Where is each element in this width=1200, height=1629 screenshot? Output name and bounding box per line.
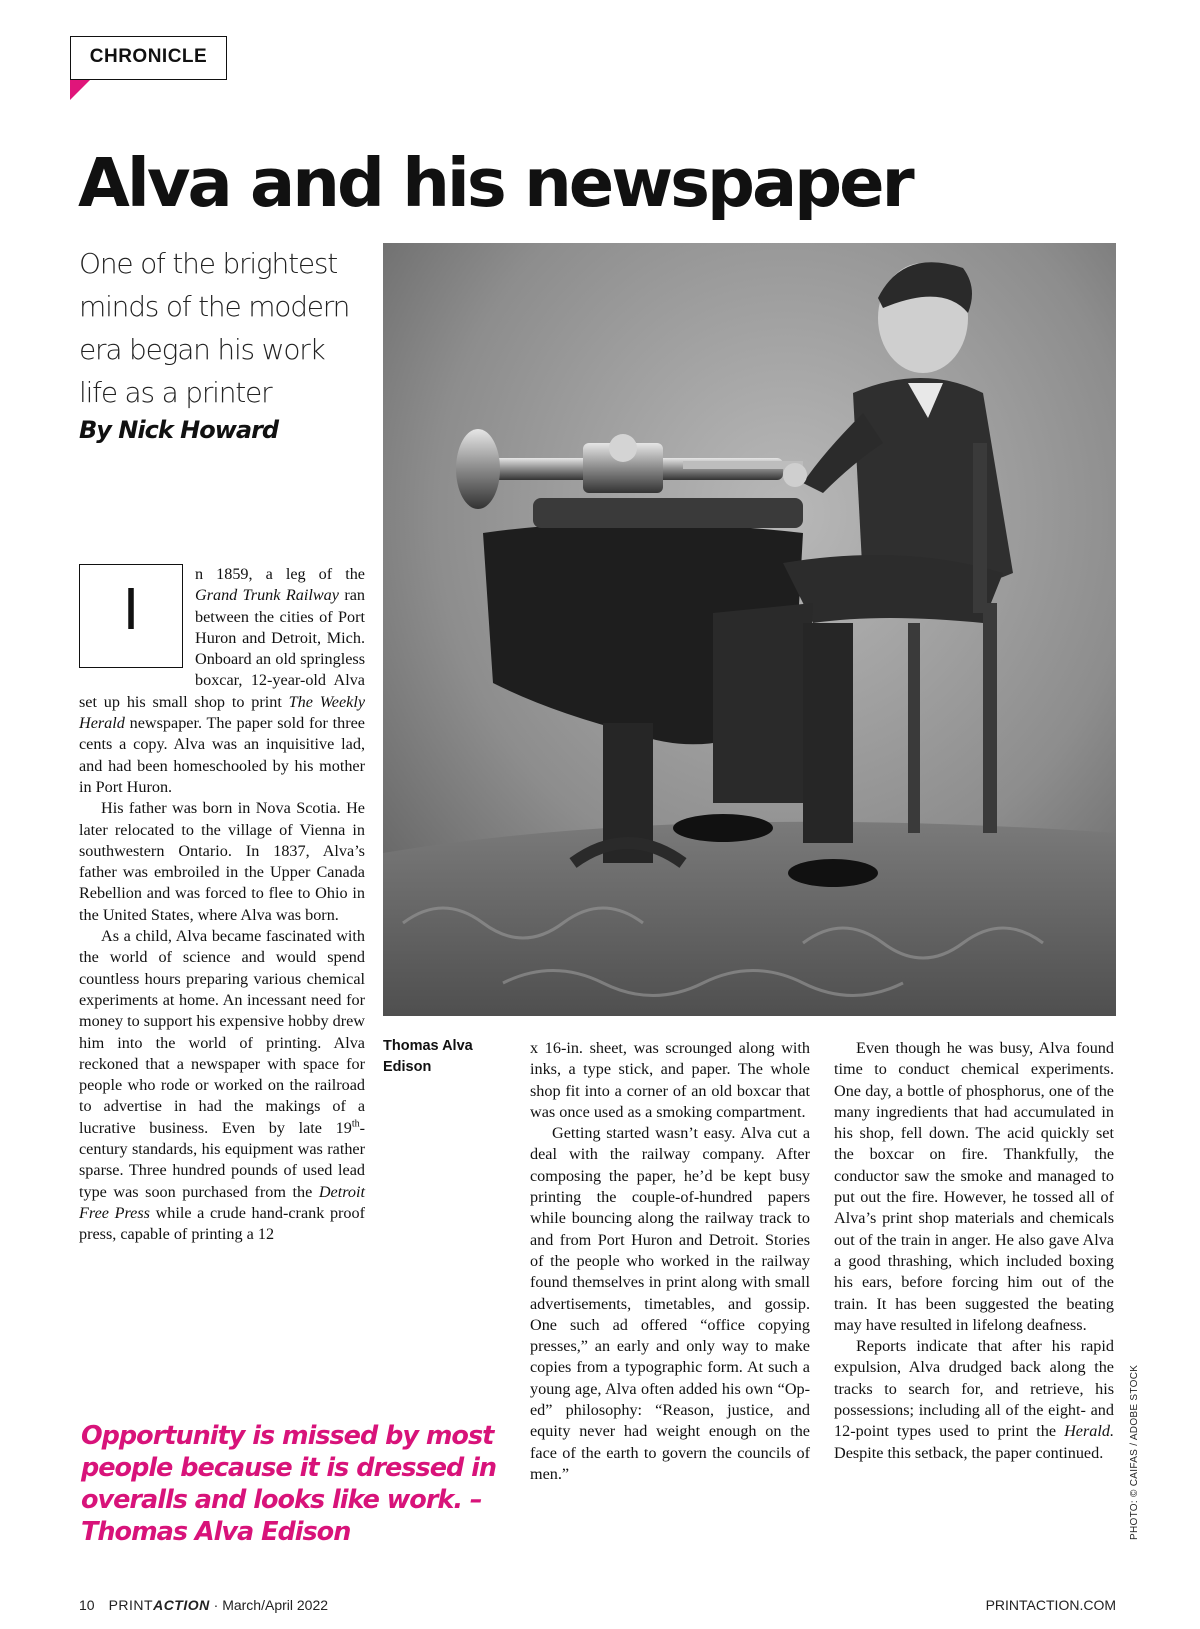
article-column-2 [530, 1038, 810, 1485]
article-paragraph: His father was born in Nova Scotia. He later relocated to the village of Vienna in southwestern Ontario. In 1837, Alva’s father was embroiled in the Upper Canada Rebellion and was forced to flee to Ohio in the United States, where Alva was born. [79, 799, 365, 924]
brand-print: PRINT [108, 1597, 154, 1613]
section-tag [70, 36, 227, 80]
article-column-3 [834, 1038, 1114, 1464]
article-paragraph [834, 1336, 1114, 1464]
headline: Alva and his newspaper [78, 144, 912, 222]
italic-text: The Weekly Herald [79, 692, 366, 733]
photo-credit: PHOTO: © CAIFAS / ADOBE STOCK [1129, 1364, 1140, 1540]
pull-quote: Opportunity is missed by most people because it is dressed in overalls and looks like work. – Thomas Alva Edison [81, 1421, 497, 1547]
superscript: th [351, 1118, 360, 1130]
edison-photo [383, 243, 1116, 1016]
article-paragraph: x 16-in. sheet, was scrounged along with inks, a type stick, and paper. The whole shop fit into a corner of an old boxcar that was once used as a smoking compartment. [530, 1039, 810, 1121]
byline: By Nick Howard [79, 416, 279, 444]
footer-website: PRINTACTION.COM [985, 1597, 1116, 1613]
text-run: -century standards, his equipment was rather sparse. Three hundred pounds of used lead type was soon purchased from the [79, 1118, 365, 1201]
section-tag-accent [70, 80, 90, 100]
issue-date: · March/April 2022 [213, 1597, 329, 1613]
drop-cap-box [79, 564, 183, 668]
photo-illustration [383, 243, 1116, 1016]
text-run: As a child, Alva became fascinated with the world of science and would spend countless hours preparing various chemical experiments at home. An incessant need for money to support his expensive hobby drew him into the world of printing. Alva reckoned that a newspaper with space for people who rode or worked on the railroad to advertise in had the makings of a lucrative business. Even by late 19 [79, 927, 365, 1137]
article-column-1 [79, 564, 365, 1246]
article-paragraph [79, 926, 365, 1245]
dek: One of the brightest minds of the modern era began his work life as a printer [79, 247, 350, 409]
italic-text: Herald. [1064, 1422, 1114, 1441]
section-tag-label: CHRONICLE [89, 46, 208, 67]
italic-text: Detroit Free Press [79, 1182, 365, 1222]
text-run: newspaper. The paper sold for three cents a copy. Alva was an inquisitive lad, and had been homeschooled by his mother in Port Huron. [79, 714, 365, 796]
text-run: ran between the cities of Port Huron and Detroit, Mich. Onboard an old springless boxcar, 12-year-old Alva set up his small shop to print [79, 586, 365, 711]
drop-cap: I [122, 578, 140, 643]
footer-folio [79, 1597, 328, 1613]
text-run: Reports indicate that after his rapid expulsion, Alva drudged back along the tracks to search for, and retrieve, his possessions; including all of the eight- and 12-point types used to print the [834, 1337, 1114, 1441]
article-paragraph: Getting started wasn’t easy. Alva cut a deal with the railway company. After composing the paper, he’d be kept busy printing the couple-of-hundred papers while bouncing along the railway track to and from Port Huron and Detroit. Stories of the people who worked in the railway found themselves in print along with small advertisements, timetables, and gossip. One such ad offered “office copying presses,” an early and only way to make copies from a typographic form. At such a young age, Alva often added his own “Op-ed” philosophy: “Reason, justice, and equity never had weight enough on the face of the earth to govern the councils of men.” [530, 1124, 810, 1483]
text-run: while a crude hand-crank proof press, capable of printing a 12 [79, 1203, 366, 1244]
text-run: n 1859, a leg of the [195, 565, 365, 583]
brand-action: ACTION [153, 1597, 210, 1613]
italic-text: Grand Trunk Railway [195, 586, 339, 605]
page-number: 10 [79, 1597, 95, 1613]
photo-caption: Thomas Alva Edison [383, 1038, 473, 1075]
text-run: Despite this setback, the paper continued. [834, 1443, 1104, 1462]
article-paragraph: Even though he was busy, Alva found time to conduct chemical experiments. One day, a bottle of phosphorus, one of the many ingredients that had accumulated in his shop, fell down. The acid quickly set the boxcar on fire. Thankfully, the conductor saw the smoke and managed to put out the fire. However, he tossed all of Alva’s print shop materials and chemicals out of the train in anger. He also gave Alva a good thrashing, which included boxing his ears, before forcing him out of the train. It has been suggested the beating may have resulted in lifelong deafness. [834, 1039, 1114, 1334]
